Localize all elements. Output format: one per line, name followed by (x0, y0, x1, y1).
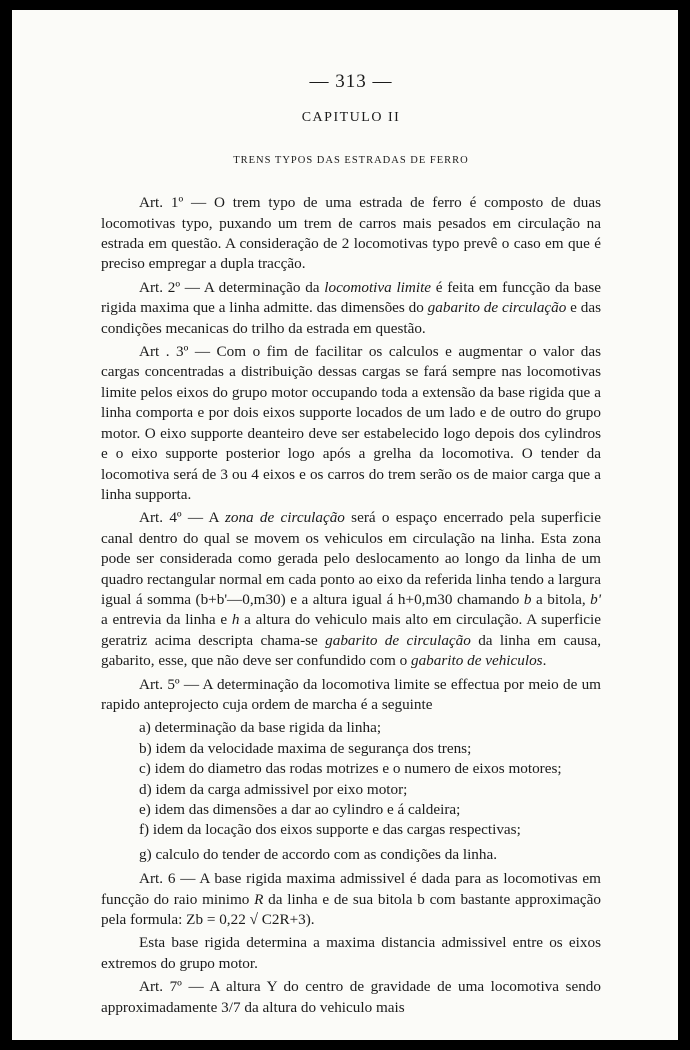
article-4: Art. 4º — A zona de circulação será o espaço encerrado pela superficie canal dentro do qual se movem os vehiculos em circulação na linha. Esta zona pode ser considerada como gerada pelo deslocamento ao longo da linha de um quadro rectangular normal em cada ponto ao eixo da referida linha tendo a largura igual á somma (b+b'—0,m30) e a altura igual á h+0,m30 chamando b a bitola, b' a entrevia da linha e h a altura do vehiculo mais alto em circulação. A superficie geratriz acima descripta chama-se gabarito de circulação da linha em causa, gabarito, esse, que não deve ser confundido com o gabarito de vehiculos. (101, 509, 601, 670)
article-1: Art. 1º — O trem typo de uma estrada de ferro é composto de duas locomotivas typo, puxando um trem de carros mais pesados em circulação na estrada em questão. A consideração de 2 locomotivas typo prevê o caso em que é preciso empregar a dupla tracção. (101, 194, 601, 273)
list-item: b) idem da velocidade maxima de segurança dos trens; (139, 739, 472, 757)
chapter-title: CAPITULO II (301, 110, 401, 126)
article-5-intro: Art. 5º — A determinação da locomotiva limite se effectua por meio de um rapido anteprojecto cuja ordem de marcha é a seguinte (101, 675, 601, 713)
section-subtitle: TRENS TYPOS DAS ESTRADAS DE FERRO (233, 154, 469, 166)
article-6-note: Esta base rigida determina a maxima distancia admissivel entre os eixos extremos do grupo motor. (101, 934, 601, 972)
article-6: Art. 6 — A base rigida maxima admissivel é dada para as locomotivas em funcção do raio minimo R da linha e de sua bitola b com bastante approximação pela formula: Zb = 0,22 √ C2R+3). (101, 870, 601, 929)
book-page (12, 10, 678, 1040)
list-item: e) idem das dimensões a dar ao cylindro e á caldeira; (139, 801, 461, 818)
list-item: a) determinação da base rigida da linha; (139, 719, 382, 737)
page-number: — 313 — (309, 71, 393, 92)
article-7: Art. 7º — A altura Y do centro de gravidade de uma locomotiva sendo approximadamente 3/7 da altura do vehiculo mais (101, 978, 601, 1016)
article-3: Art . 3º — Com o fim de facilitar os calculos e augmentar o valor das cargas concentradas a distribuição dessas cargas se fará sempre nas locomotivas limite pelos eixos do grupo motor occupando toda a extensão da base rigida que a linha comporta e por dois eixos supporte locados de um lado e de outro do grupo motor. O eixo supporte deanteiro deve ser estabelecido logo depois dos cylindros e o eixo supporte posterior logo após a grelha da locomotiva. O tender da locomotiva será de 3 ou 4 eixos e os carros do trem serão os de maior carga que a linha supporta. (101, 343, 601, 503)
list-item: d) idem da carga admissivel por eixo motor; (139, 780, 408, 798)
list-item: f) idem da locação dos eixos supporte e das cargas respectivas; (139, 821, 521, 839)
article-2: Art. 2º — A determinação da locomotiva limite é feita em funcção da base rigida maxima que a linha admitte. das dimensões do gabarito de circulação e das condições mecanicas do trilho da estrada em questão. (101, 278, 601, 337)
list-item: c) idem do diametro das rodas motrizes e o numero de eixos motores; (139, 760, 562, 778)
page-text (101, 10, 601, 1021)
list-item: g) calculo do tender de accordo com as condições da linha. (139, 845, 498, 863)
